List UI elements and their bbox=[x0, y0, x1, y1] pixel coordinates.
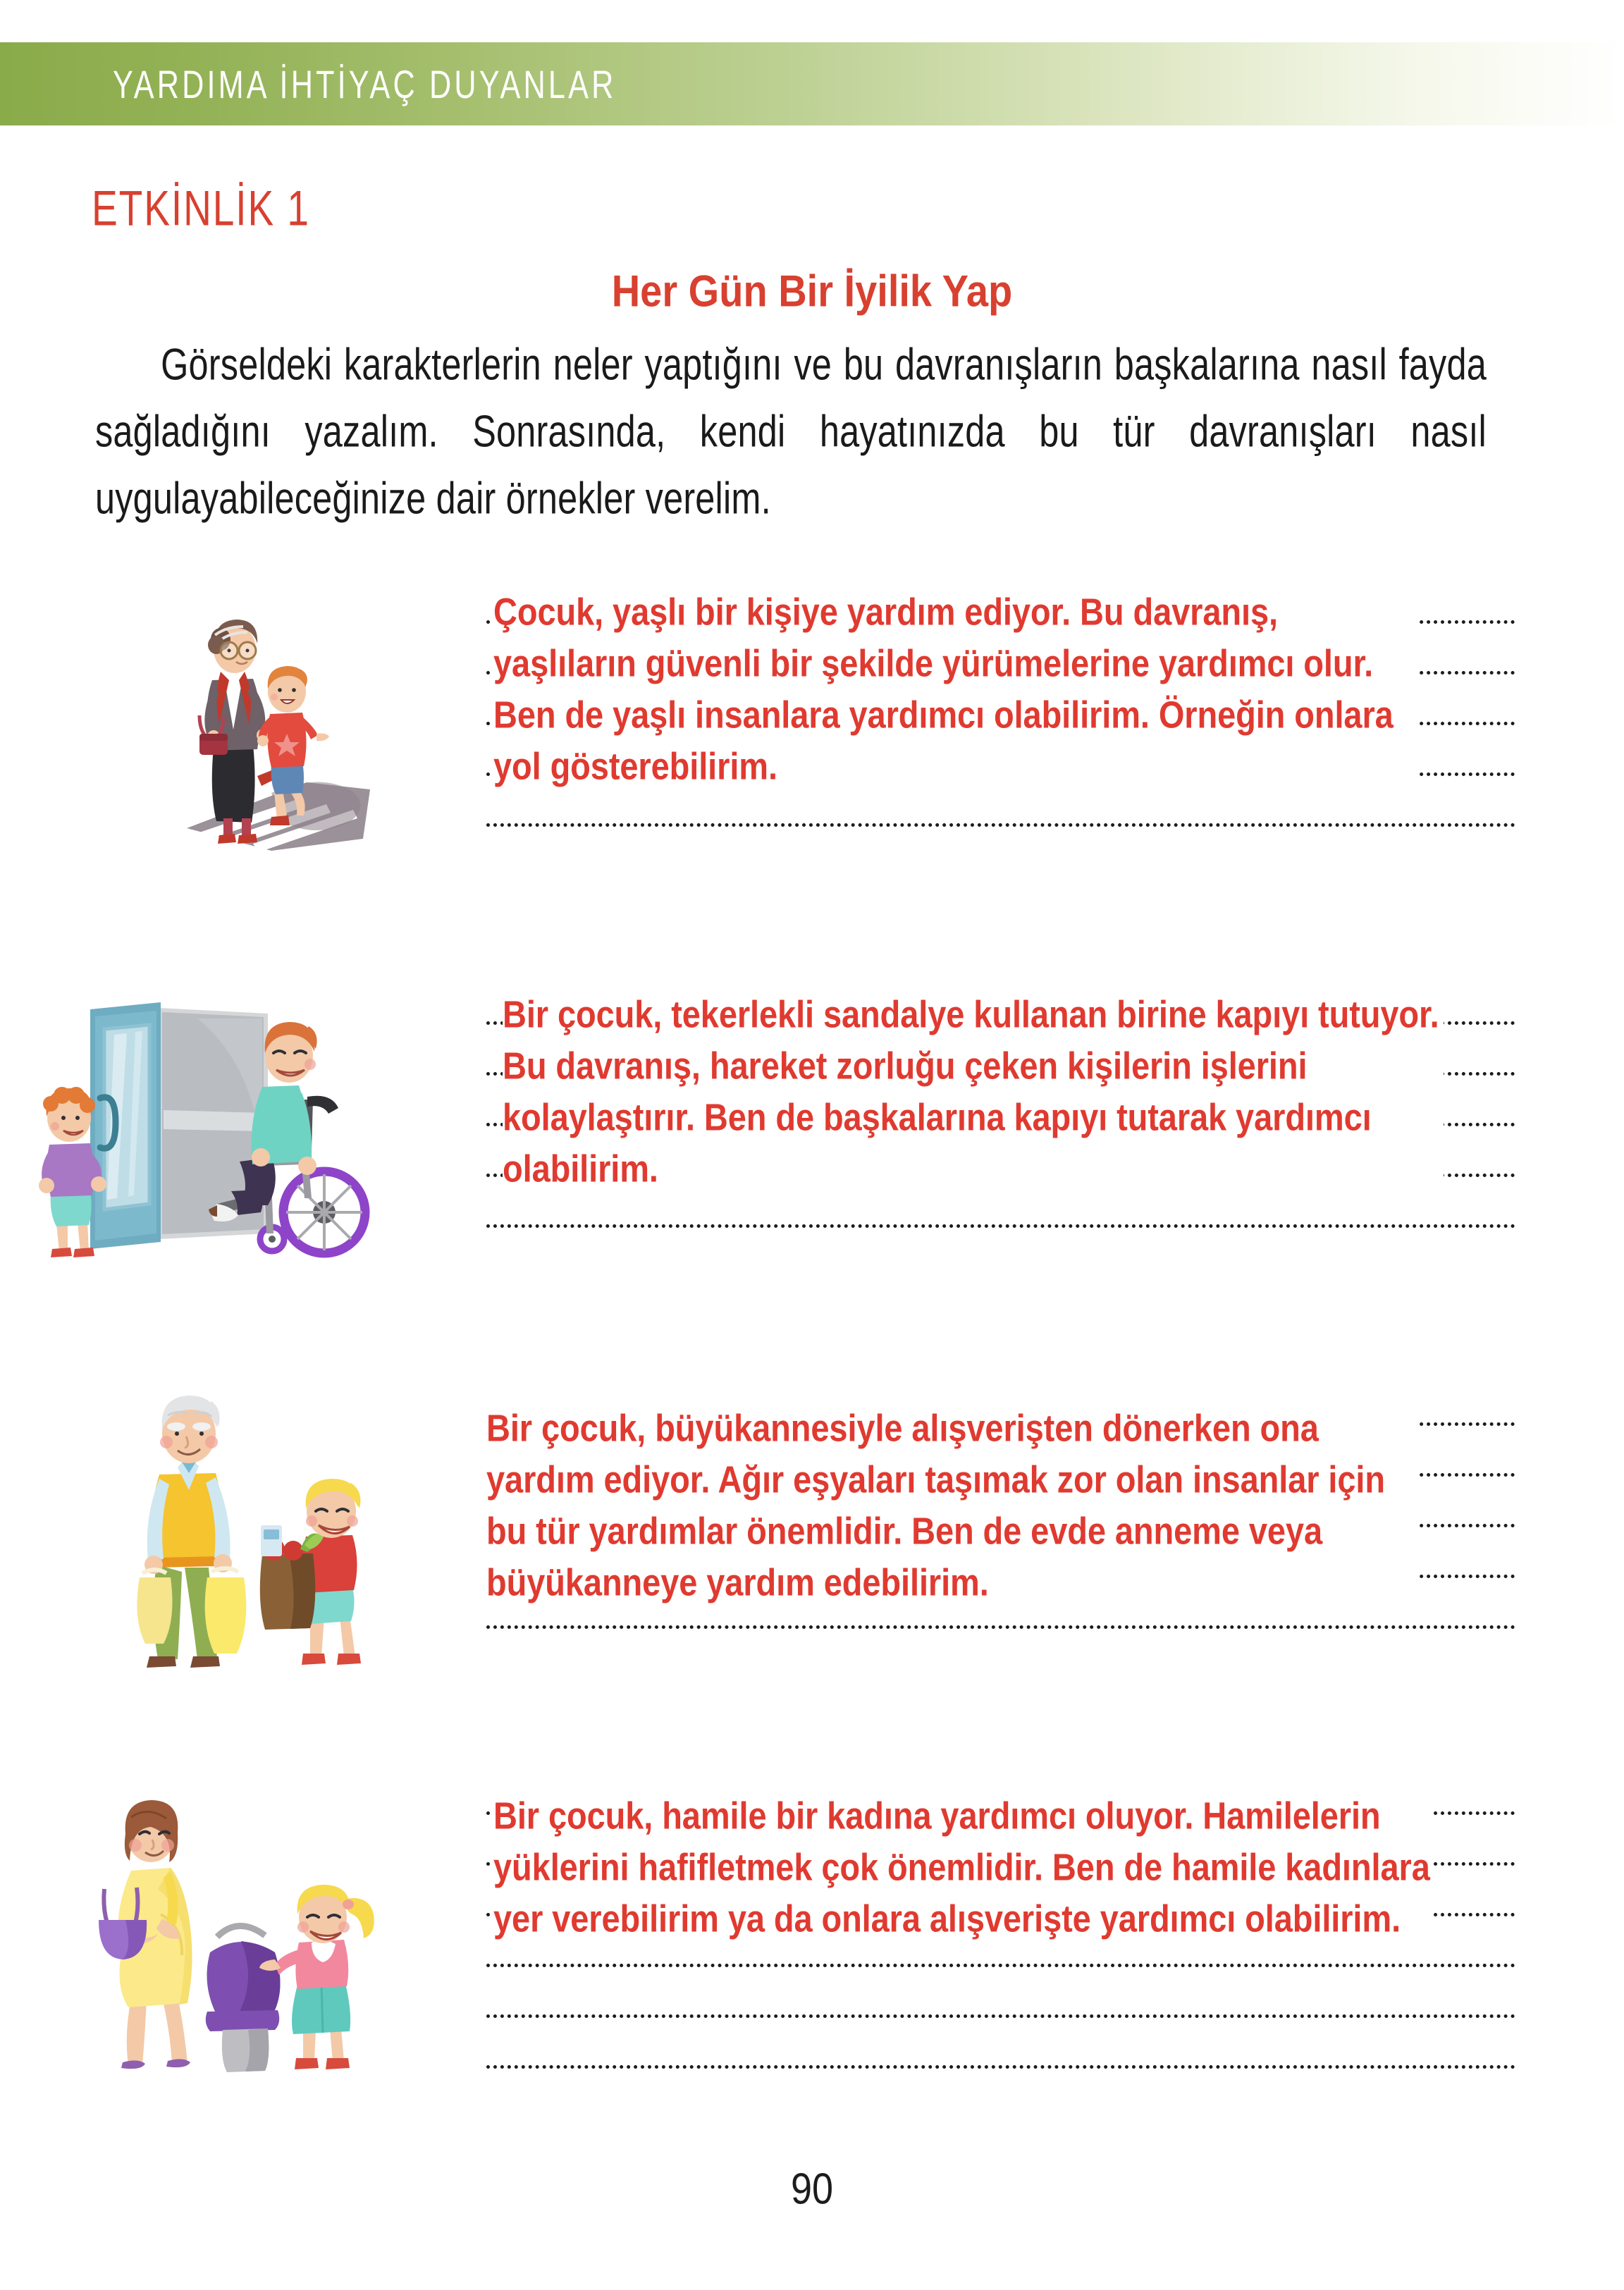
answer-text-2[interactable]: Bir çocuk, tekerlekli sandalye kullanan birine kapıyı tutuyor. Bu davranış, hareket zorluğu çeken kişilerin işlerini kolaylaştırır. Ben de başkalarına kapıyı tutarak yardımcı olabilirim. bbox=[503, 989, 1444, 1195]
activity-label: ETKİNLİK 1 bbox=[92, 180, 310, 237]
page-number: 90 bbox=[790, 2165, 834, 2214]
answer-text-1[interactable]: Çocuk, yaşlı bir kişiye yardım ediyor. Bu davranış, yaşlıların güvenli bir şekilde yürümelerine yardımcı olur. Ben de yaşlı insanlara yardımcı olabilirim. Örneğin onlara yol gösterebilirim. bbox=[493, 586, 1417, 792]
answer-text-4[interactable]: Bir çocuk, hamile bir kadına yardımcı oluyor. Hamilelerin yüklerini hafifletmek çok önemlidir. Ben de hamile kadınlara yer verebilirim ya da onlara alışverişte yardımcı olabilirim. bbox=[493, 1790, 1431, 1945]
illustration-elderly-woman-and-boy-crosswalk bbox=[159, 596, 441, 856]
illustration-child-holding-door-for-wheelchair-user bbox=[28, 980, 402, 1290]
writing-line[interactable] bbox=[486, 2065, 1515, 2069]
activity-title: Her Gün Bir İyilik Yap bbox=[611, 266, 1013, 316]
answer-block-1 bbox=[0, 578, 1624, 895]
instruction-text: Görseldeki karakterlerin neler yaptığını ve bu davranışların başkalarına nasıl fayda sağladığını yazalım. Sonrasında, kendi hayatınızda bu tür davranışları nasıl uygulayabileceğinize dair örnekler verelim. bbox=[95, 340, 1487, 524]
page-header-title: YARDIMA İHTİYAÇ DUYANLAR bbox=[113, 61, 617, 106]
answer-block-2 bbox=[0, 976, 1624, 1315]
writing-line[interactable] bbox=[486, 1964, 1515, 1967]
page-header-band bbox=[0, 42, 1624, 125]
answer-block-4 bbox=[0, 1776, 1624, 2107]
illustration-girl-offering-seat-to-pregnant-woman bbox=[63, 1783, 395, 2079]
writing-line[interactable] bbox=[486, 2014, 1515, 2018]
activity-instruction bbox=[95, 331, 1487, 532]
writing-line[interactable] bbox=[486, 1224, 1515, 1228]
answer-text-3[interactable]: Bir çocuk, büyükannesiyle alışverişten dönerken ona yardım ediyor. Ağır eşyaları taşımak zor olan insanlar için bu tür yardımlar önemlidir. Ben de evde anneme veya büyükanneye yardım edebilirim. bbox=[486, 1403, 1417, 1608]
writing-line[interactable] bbox=[486, 1625, 1515, 1629]
illustration-boy-helping-grandfather-with-groceries bbox=[99, 1380, 430, 1676]
writing-line[interactable] bbox=[486, 823, 1515, 827]
answer-block-3 bbox=[0, 1367, 1624, 1706]
